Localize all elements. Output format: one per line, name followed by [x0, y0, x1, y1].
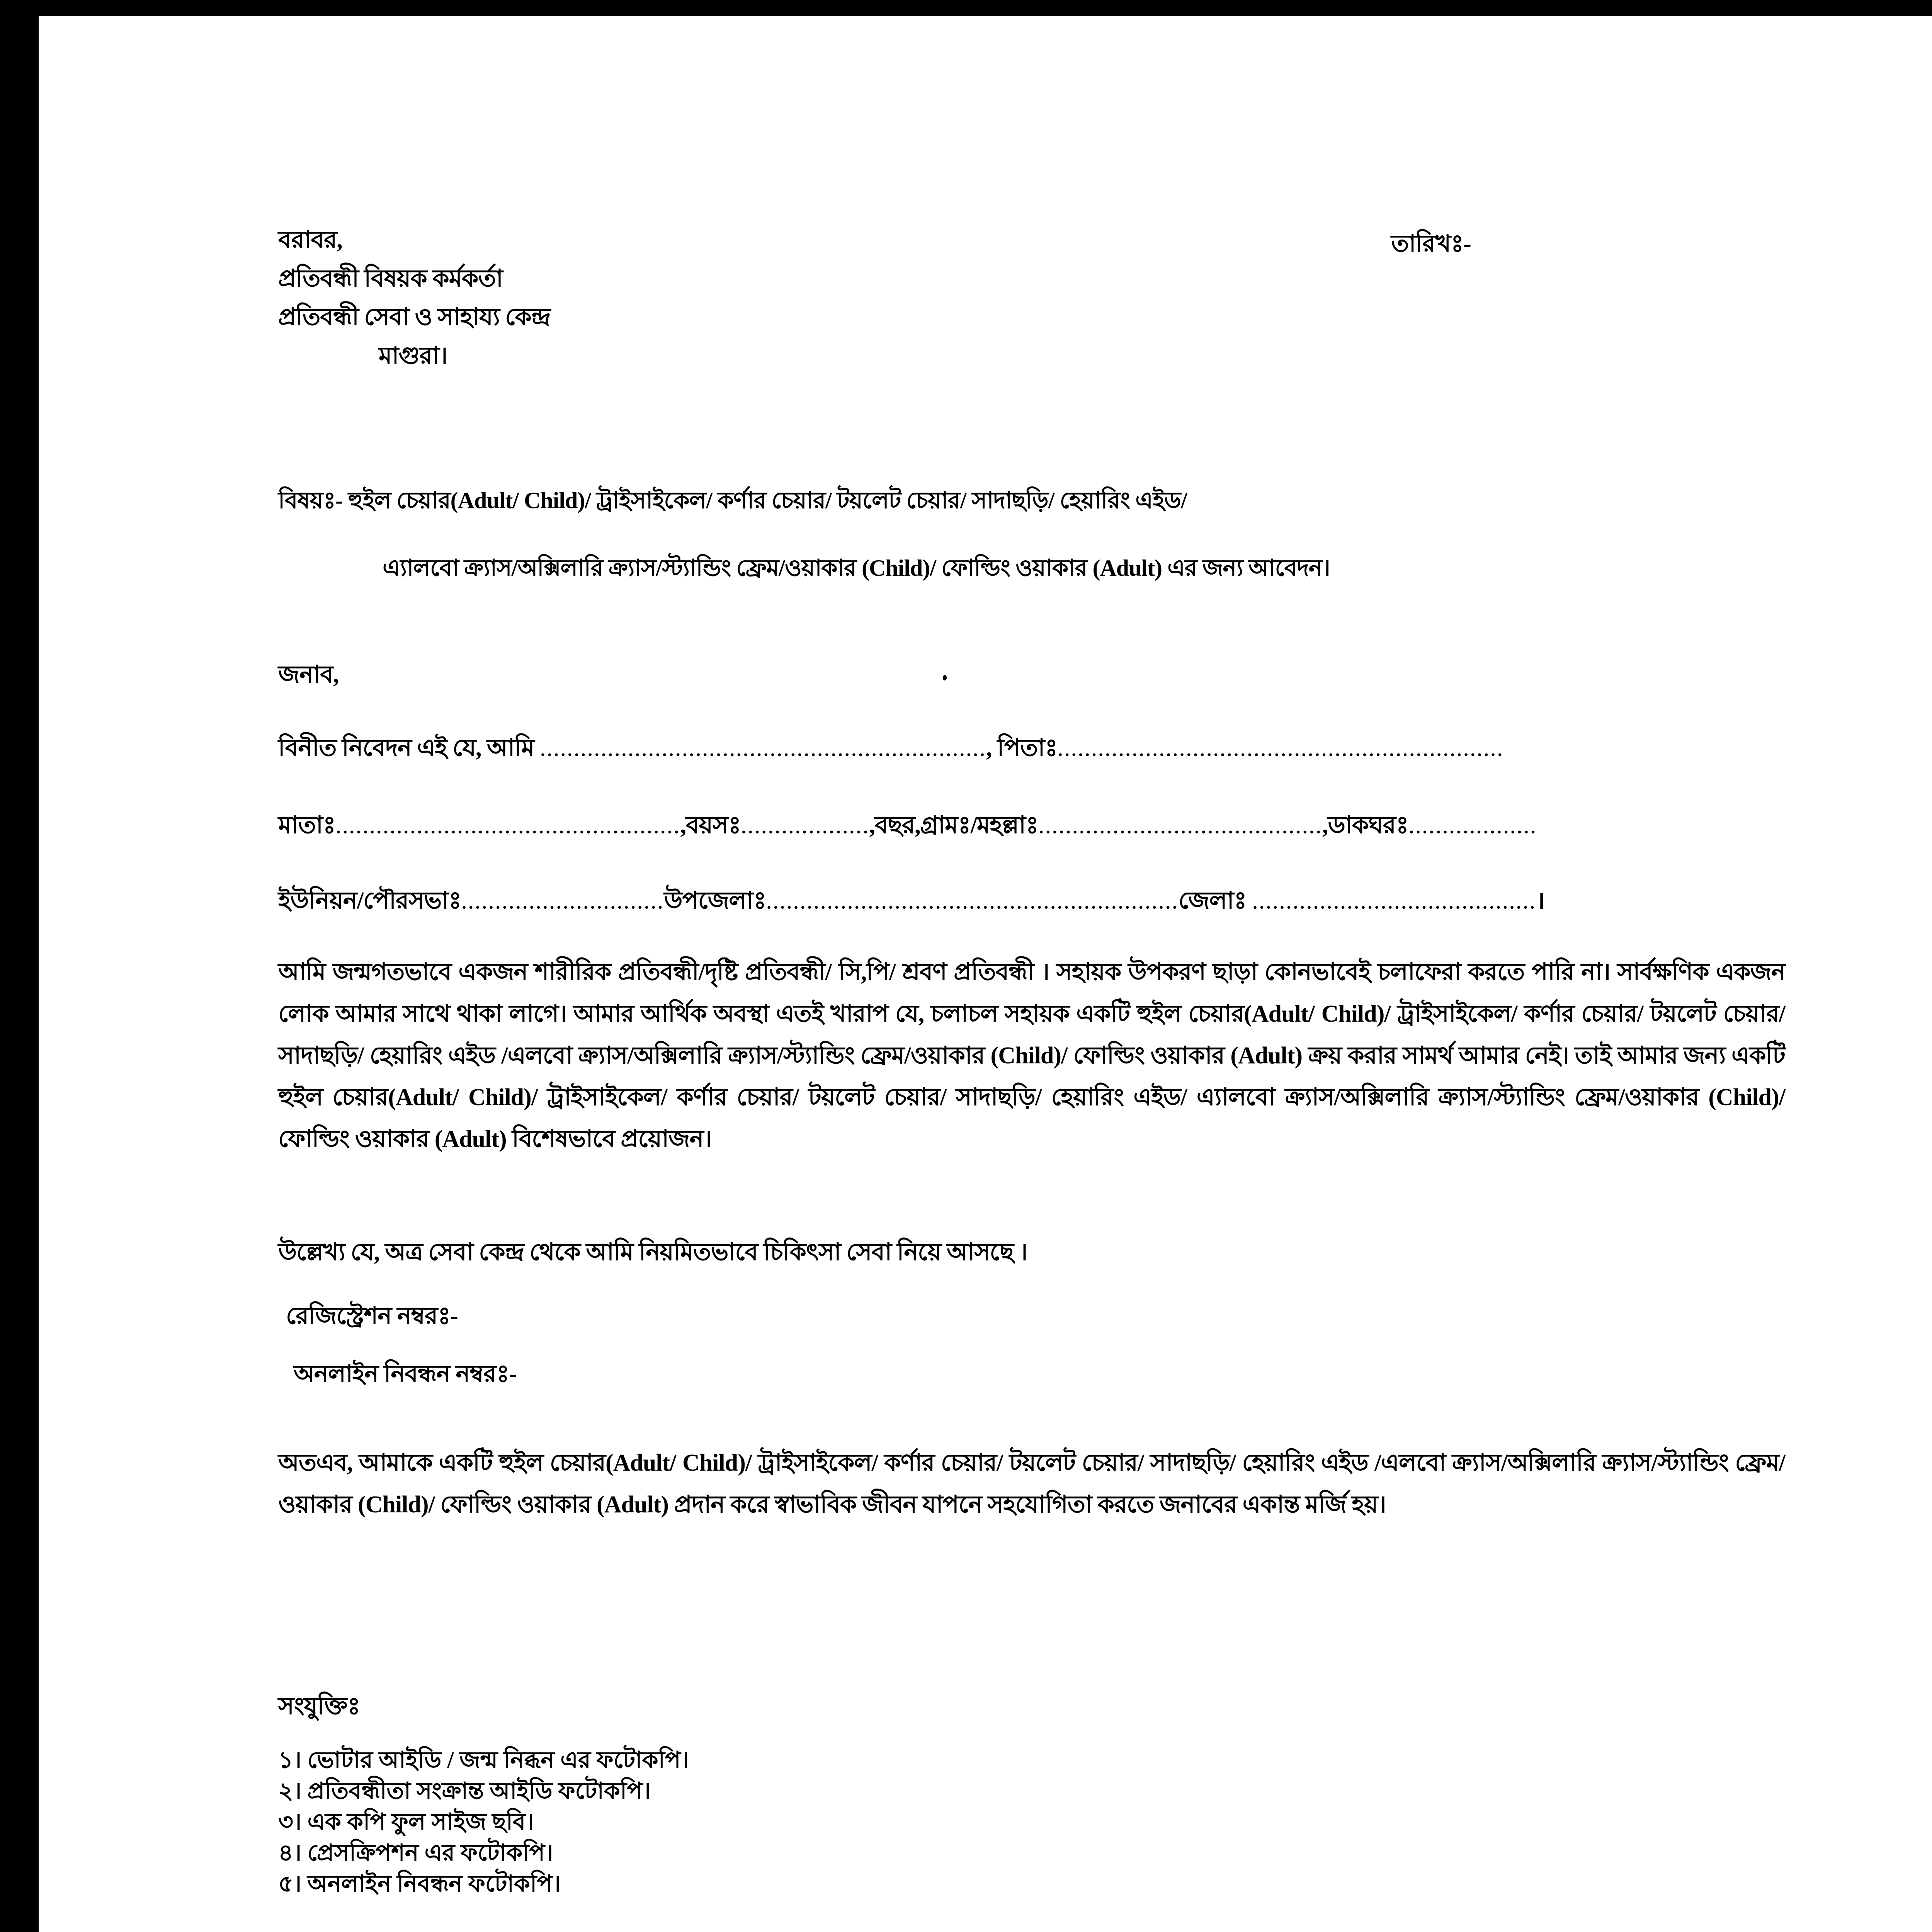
attachments-heading: সংযুক্তিঃ: [278, 1693, 360, 1719]
greeting: জনাব,: [278, 662, 339, 688]
recipient-salutation: বরাবর,: [278, 227, 342, 253]
mother-label: মাতাঃ: [278, 812, 335, 838]
district-label: জেলাঃ: [1178, 888, 1247, 914]
subject-line-2: এ্যালবো ক্র্যাস/অক্সিলারি ক্র্যাস/স্ট্যান্ডিং ফ্রেম/ওয়াকার (Child)/ ফোল্ডিং ওয়াকার (Adult) এর জন্য আবেদন।: [383, 555, 1330, 581]
father-label: , পিতাঃ: [986, 735, 1058, 761]
registration-number-label: রেজিস্ট্রেশন নম্বরঃ-: [286, 1303, 458, 1329]
age-field[interactable]: ...................: [741, 812, 869, 838]
village-field[interactable]: ..........................................: [1038, 812, 1322, 838]
form-row-1: [278, 735, 1503, 761]
name-field[interactable]: ..................................................................: [540, 735, 986, 761]
closing-paragraph: অতএব, আমাকে একটি হুইল চেয়ার(Adult/ Child)/ ট্রাইসাইকেল/ কর্ণার চেয়ার/ টয়লেট চেয়ার/ সাদাছড়ি/ হেয়ারিং এইড /এলবো ক্র্যাস/অক্সিলারি ক্র্যাস/স্ট্যান্ডিং ফ্রেম/ওয়াকার (Child)/ ফোল্ডিং ওয়াকার (Adult) প্রদান করে স্বাভাবিক জীবন যাপনে সহযোগিতা করতে জনাবের একান্ত মর্জি হয়।: [278, 1450, 1785, 1518]
village-label: ,বছর,গ্রামঃ/মহল্লাঃ: [869, 812, 1038, 838]
date-label: তারিখঃ-: [1391, 231, 1471, 257]
letter-page: [39, 16, 1932, 1932]
union-label: ইউনিয়ন/পৌরসভাঃ: [278, 888, 461, 914]
body-paragraph: আমি জন্মগতভাবে একজন শারীরিক প্রতিবন্ধী/দৃষ্টি প্রতিবন্ধী/ সি,পি/ শ্রবণ প্রতিবন্ধী । সহায়ক উপকরণ ছাড়া কোনভাবেই চলাফেরা করতে পারি না। সার্বক্ষণিক একজন লোক আমার সাথে থাকা লাগে। আমার আর্থিক অবস্থা এতই খারাপ যে, চলাচল সহায়ক একটি হুইল চেয়ার(Adult/ Child)/ ট্রাইসাইকেল/ কর্ণার চেয়ার/ টয়লেট চেয়ার/ সাদাছড়ি/ হেয়ারিং এইড /এলবো ক্র্যাস/অক্সিলারি ক্র্যাস/স্ট্যান্ডিং ফ্রেম/ওয়াকার (Child)/ ফোল্ডিং ওয়াকার (Adult) ক্রয় করার সামর্থ আমার নেই। তাই আমার জন্য একটি হুইল চেয়ার(Adult/ Child)/ ট্রাইসাইকেল/ কর্ণার চেয়ার/ টয়লেট চেয়ার/ সাদাছড়ি/ হেয়ারিং এইড/ এ্যালবো ক্র্যাস/অক্সিলারি ক্র্যাস/স্ট্যান্ডিং ফ্রেম/ওয়াকার (Child)/ ফোল্ডিং ওয়াকার (Adult) বিশেষভাবে প্রয়োজন।: [278, 959, 1785, 1152]
upazila-field[interactable]: .............................................................: [766, 888, 1179, 914]
service-note: উল্লেখ্য যে, অত্র সেবা কেন্দ্র থেকে আমি নিয়মিতভাবে চিকিৎসা সেবা নিয়ে আসছে ।: [278, 1239, 1027, 1265]
post-office-field[interactable]: ...................: [1408, 812, 1537, 838]
father-name-field[interactable]: ..................................................................: [1057, 735, 1504, 761]
union-field[interactable]: ..............................: [461, 888, 664, 914]
age-label: ,বয়সঃ: [680, 812, 741, 838]
recipient-line-3: মাগুরা।: [379, 343, 447, 369]
upazila-label: উপজেলাঃ: [664, 888, 766, 914]
district-field[interactable]: ..........................................: [1252, 888, 1536, 914]
attachment-item: ২। প্রতিবন্ধীতা সংক্রান্ত আইডি ফটোকপি।: [278, 1778, 651, 1804]
row-end-mark: ।: [1536, 888, 1545, 914]
recipient-line-1: প্রতিবন্ধী বিষয়ক কর্মকর্তা: [278, 265, 503, 292]
attachment-item: ১। ভোটার আইডি / জন্ম নিব্ধন এর ফটোকপি।: [278, 1747, 689, 1773]
mother-name-field[interactable]: ...................................................: [335, 812, 680, 838]
form-row-2: [278, 812, 1537, 838]
intro-label: বিনীত নিবেদন এই যে, আমি: [278, 735, 534, 761]
recipient-line-2: প্রতিবন্ধী সেবা ও সাহায্য কেন্দ্র: [278, 304, 550, 330]
subject-line-1: বিষয়ঃ- হুইল চেয়ার(Adult/ Child)/ ট্রাইসাইকেল/ কর্ণার চেয়ার/ টয়লেট চেয়ার/ সাদাছড়ি/ হেয়ারিং এইড/: [278, 488, 1187, 513]
attachment-item: ৩। এক কপি ফুল সাইজ ছবি।: [278, 1809, 534, 1835]
post-office-label: ,ডাকঘরঃ: [1322, 812, 1408, 838]
attachment-item: ৪। প্রেসক্রিপশন এর ফটোকপি।: [278, 1840, 553, 1866]
scan-speck: [943, 675, 947, 680]
online-registration-number-label: অনলাইন নিবন্ধন নম্বরঃ-: [294, 1361, 517, 1387]
attachment-item: ৫। অনলাইন নিবন্ধন ফটোকপি।: [278, 1871, 561, 1896]
form-row-3: [278, 888, 1545, 914]
